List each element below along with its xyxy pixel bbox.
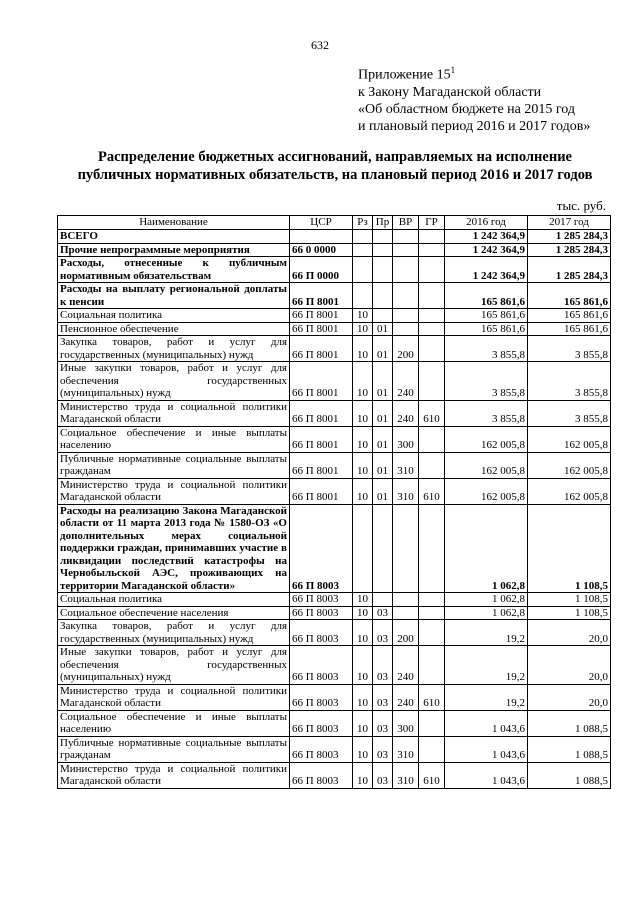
cell-pr bbox=[373, 283, 393, 309]
cell-pr: 01 bbox=[373, 322, 393, 336]
cell-vr bbox=[393, 322, 419, 336]
cell-rz: 10 bbox=[353, 426, 373, 452]
cell-pr: 01 bbox=[373, 478, 393, 504]
cell-2017: 165 861,6 bbox=[528, 309, 611, 323]
cell-2016: 1 043,6 bbox=[445, 762, 528, 788]
cell-vr: 200 bbox=[393, 336, 419, 362]
cell-name: Публичные нормативные социальные выплаты гражданам bbox=[58, 452, 290, 478]
cell-pr bbox=[373, 243, 393, 257]
cell-csr: 66 П 8003 bbox=[290, 606, 353, 620]
cell-vr: 310 bbox=[393, 736, 419, 762]
header-vr: ВР bbox=[393, 216, 419, 230]
cell-2016: 1 062,8 bbox=[445, 593, 528, 607]
cell-2016: 1 242 364,9 bbox=[445, 243, 528, 257]
cell-name: Публичные нормативные социальные выплаты гражданам bbox=[58, 736, 290, 762]
cell-vr: 300 bbox=[393, 426, 419, 452]
cell-2017: 1 088,5 bbox=[528, 762, 611, 788]
cell-2016: 1 062,8 bbox=[445, 606, 528, 620]
appendix-title bbox=[358, 62, 590, 84]
table-row bbox=[58, 620, 611, 646]
cell-2016: 3 855,8 bbox=[445, 400, 528, 426]
cell-name: Расходы, отнесенные к публичным нормативным обязательствам bbox=[58, 257, 290, 283]
cell-gr bbox=[419, 283, 445, 309]
cell-2016: 165 861,6 bbox=[445, 322, 528, 336]
cell-csr: 66 П 8001 bbox=[290, 322, 353, 336]
cell-pr bbox=[373, 593, 393, 607]
budget-table bbox=[57, 215, 611, 789]
cell-2017: 20,0 bbox=[528, 646, 611, 685]
title-line: публичных нормативных обязательств, на плановый период 2016 и 2017 годов bbox=[77, 167, 593, 183]
cell-2017: 162 005,8 bbox=[528, 426, 611, 452]
cell-2017: 1 285 284,3 bbox=[528, 257, 611, 283]
units-label: тыс. руб. bbox=[556, 198, 606, 213]
page-number: 632 bbox=[311, 38, 329, 52]
cell-pr: 01 bbox=[373, 400, 393, 426]
cell-2016: 3 855,8 bbox=[445, 362, 528, 401]
table-row bbox=[58, 309, 611, 323]
table-row bbox=[58, 710, 611, 736]
table-row bbox=[58, 504, 611, 593]
cell-rz: 10 bbox=[353, 606, 373, 620]
cell-pr bbox=[373, 257, 393, 283]
cell-2016: 19,2 bbox=[445, 646, 528, 685]
cell-rz: 10 bbox=[353, 762, 373, 788]
table-body bbox=[58, 230, 611, 789]
header-2016: 2016 год bbox=[445, 216, 528, 230]
table-row bbox=[58, 478, 611, 504]
cell-2017: 3 855,8 bbox=[528, 362, 611, 401]
cell-name: Закупка товаров, работ и услуг для государственных (муниципальных) нужд bbox=[58, 336, 290, 362]
cell-gr bbox=[419, 593, 445, 607]
table-row bbox=[58, 322, 611, 336]
cell-csr: 66 П 8003 bbox=[290, 684, 353, 710]
cell-gr: 610 bbox=[419, 762, 445, 788]
cell-rz bbox=[353, 504, 373, 593]
table-row bbox=[58, 736, 611, 762]
cell-rz bbox=[353, 283, 373, 309]
cell-rz bbox=[353, 243, 373, 257]
appendix-header bbox=[358, 62, 590, 135]
cell-2017: 1 088,5 bbox=[528, 710, 611, 736]
cell-csr: 66 П 8003 bbox=[290, 736, 353, 762]
cell-csr: 66 П 8001 bbox=[290, 400, 353, 426]
cell-csr: 66 П 8001 bbox=[290, 478, 353, 504]
cell-2017: 1 108,5 bbox=[528, 504, 611, 593]
appendix-superscript: 1 bbox=[450, 65, 456, 75]
cell-vr: 310 bbox=[393, 762, 419, 788]
cell-name: Министерство труда и социальной политики Магаданской области bbox=[58, 400, 290, 426]
cell-2017: 1 285 284,3 bbox=[528, 230, 611, 244]
cell-csr: 66 П 8003 bbox=[290, 646, 353, 685]
cell-2017: 3 855,8 bbox=[528, 336, 611, 362]
cell-name: Социальное обеспечение и иные выплаты населению bbox=[58, 426, 290, 452]
appendix-line: и плановый период 2016 и 2017 годов» bbox=[358, 118, 591, 134]
cell-vr: 200 bbox=[393, 620, 419, 646]
table-row bbox=[58, 606, 611, 620]
cell-vr bbox=[393, 593, 419, 607]
table-row bbox=[58, 762, 611, 788]
cell-pr: 03 bbox=[373, 762, 393, 788]
cell-pr bbox=[373, 309, 393, 323]
cell-2017: 165 861,6 bbox=[528, 283, 611, 309]
cell-csr bbox=[290, 230, 353, 244]
cell-csr: 66 П 8003 bbox=[290, 504, 353, 593]
header-gr: ГР bbox=[419, 216, 445, 230]
cell-csr: 66 П 8001 bbox=[290, 452, 353, 478]
cell-gr bbox=[419, 230, 445, 244]
header-pr: Пр bbox=[373, 216, 393, 230]
cell-csr: 66 П 8001 bbox=[290, 309, 353, 323]
cell-2016: 3 855,8 bbox=[445, 336, 528, 362]
cell-csr: 66 П 8001 bbox=[290, 426, 353, 452]
cell-gr bbox=[419, 504, 445, 593]
cell-pr: 03 bbox=[373, 684, 393, 710]
cell-rz: 10 bbox=[353, 736, 373, 762]
cell-vr bbox=[393, 309, 419, 323]
cell-2017: 1 088,5 bbox=[528, 736, 611, 762]
cell-2016: 1 062,8 bbox=[445, 504, 528, 593]
table-row bbox=[58, 684, 611, 710]
cell-pr: 03 bbox=[373, 710, 393, 736]
table-row bbox=[58, 283, 611, 309]
cell-vr bbox=[393, 230, 419, 244]
cell-vr bbox=[393, 504, 419, 593]
cell-2017: 1 108,5 bbox=[528, 593, 611, 607]
cell-2016: 1 242 364,9 bbox=[445, 257, 528, 283]
cell-2017: 20,0 bbox=[528, 620, 611, 646]
cell-gr bbox=[419, 710, 445, 736]
cell-vr: 310 bbox=[393, 452, 419, 478]
cell-vr bbox=[393, 243, 419, 257]
cell-pr: 03 bbox=[373, 646, 393, 685]
cell-gr bbox=[419, 736, 445, 762]
table-row bbox=[58, 426, 611, 452]
cell-rz: 10 bbox=[353, 710, 373, 736]
cell-gr bbox=[419, 257, 445, 283]
cell-rz: 10 bbox=[353, 336, 373, 362]
cell-name: Закупка товаров, работ и услуг для государственных (муниципальных) нужд bbox=[58, 620, 290, 646]
cell-name: Министерство труда и социальной политики Магаданской области bbox=[58, 478, 290, 504]
cell-2016: 1 043,6 bbox=[445, 736, 528, 762]
cell-gr bbox=[419, 452, 445, 478]
cell-2016: 165 861,6 bbox=[445, 283, 528, 309]
header-rz: Рз bbox=[353, 216, 373, 230]
cell-2017: 3 855,8 bbox=[528, 400, 611, 426]
cell-rz bbox=[353, 257, 373, 283]
cell-name: Социальная политика bbox=[58, 593, 290, 607]
cell-gr: 610 bbox=[419, 478, 445, 504]
cell-pr: 03 bbox=[373, 620, 393, 646]
cell-vr bbox=[393, 257, 419, 283]
cell-name: Расходы на реализацию Закона Магаданской области от 11 марта 2013 года № 1580-ОЗ «О дополнительных мерах социальной поддержки граждан, принимавших участие в ликвидации последствий катастрофы на Чернобыльской АЭС, проживающих на территории Магаданской области» bbox=[58, 504, 290, 593]
cell-pr bbox=[373, 504, 393, 593]
cell-rz bbox=[353, 230, 373, 244]
cell-2017: 1 108,5 bbox=[528, 606, 611, 620]
cell-pr bbox=[373, 230, 393, 244]
header-name: Наименование bbox=[58, 216, 290, 230]
table-row bbox=[58, 230, 611, 244]
cell-name: Иные закупки товаров, работ и услуг для обеспечения государственных (муниципальных) нужд bbox=[58, 646, 290, 685]
cell-gr: 610 bbox=[419, 684, 445, 710]
cell-gr bbox=[419, 606, 445, 620]
cell-rz: 10 bbox=[353, 362, 373, 401]
cell-2016: 19,2 bbox=[445, 684, 528, 710]
cell-name: ВСЕГО bbox=[58, 230, 290, 244]
cell-2016: 165 861,6 bbox=[445, 309, 528, 323]
cell-name: Социальное обеспечение и иные выплаты населению bbox=[58, 710, 290, 736]
cell-vr bbox=[393, 606, 419, 620]
cell-2016: 1 242 364,9 bbox=[445, 230, 528, 244]
cell-2017: 162 005,8 bbox=[528, 452, 611, 478]
table-row bbox=[58, 646, 611, 685]
cell-pr: 03 bbox=[373, 736, 393, 762]
cell-csr: 66 П 8003 bbox=[290, 593, 353, 607]
cell-rz: 10 bbox=[353, 646, 373, 685]
cell-csr: 66 П 8003 bbox=[290, 762, 353, 788]
cell-rz: 10 bbox=[353, 684, 373, 710]
cell-rz: 10 bbox=[353, 452, 373, 478]
cell-csr: 66 П 0000 bbox=[290, 257, 353, 283]
cell-csr: 66 П 8001 bbox=[290, 362, 353, 401]
cell-gr bbox=[419, 309, 445, 323]
cell-csr: 66 П 8001 bbox=[290, 336, 353, 362]
cell-name: Министерство труда и социальной политики Магаданской области bbox=[58, 684, 290, 710]
cell-2016: 162 005,8 bbox=[445, 426, 528, 452]
table-header-row bbox=[58, 216, 611, 230]
cell-gr bbox=[419, 336, 445, 362]
cell-vr: 240 bbox=[393, 646, 419, 685]
appendix-line: к Закону Магаданской области bbox=[358, 84, 542, 100]
cell-gr: 610 bbox=[419, 400, 445, 426]
cell-csr: 66 П 8001 bbox=[290, 283, 353, 309]
title-line: Распределение бюджетных ассигнований, направляемых на исполнение bbox=[98, 149, 572, 165]
cell-pr: 01 bbox=[373, 362, 393, 401]
table-row bbox=[58, 257, 611, 283]
cell-2016: 162 005,8 bbox=[445, 452, 528, 478]
cell-pr: 03 bbox=[373, 606, 393, 620]
cell-vr: 240 bbox=[393, 362, 419, 401]
cell-gr bbox=[419, 322, 445, 336]
cell-name: Пенсионное обеспечение bbox=[58, 322, 290, 336]
cell-rz: 10 bbox=[353, 309, 373, 323]
cell-pr: 01 bbox=[373, 336, 393, 362]
cell-name: Социальная политика bbox=[58, 309, 290, 323]
cell-2017: 162 005,8 bbox=[528, 478, 611, 504]
cell-pr: 01 bbox=[373, 452, 393, 478]
cell-name: Министерство труда и социальной политики Магаданской области bbox=[58, 762, 290, 788]
cell-2016: 19,2 bbox=[445, 620, 528, 646]
cell-name: Социальное обеспечение населения bbox=[58, 606, 290, 620]
cell-name: Иные закупки товаров, работ и услуг для обеспечения государственных (муниципальных) нужд bbox=[58, 362, 290, 401]
cell-name: Прочие непрограммные мероприятия bbox=[58, 243, 290, 257]
cell-gr bbox=[419, 620, 445, 646]
cell-rz: 10 bbox=[353, 593, 373, 607]
table-row bbox=[58, 452, 611, 478]
document-title bbox=[40, 148, 630, 184]
table-row bbox=[58, 593, 611, 607]
header-csr: ЦСР bbox=[290, 216, 353, 230]
table-row bbox=[58, 336, 611, 362]
cell-rz: 10 bbox=[353, 400, 373, 426]
cell-name: Расходы на выплату региональной доплаты к пенсии bbox=[58, 283, 290, 309]
cell-gr bbox=[419, 362, 445, 401]
table-row bbox=[58, 362, 611, 401]
cell-csr: 66 П 8003 bbox=[290, 710, 353, 736]
cell-rz: 10 bbox=[353, 620, 373, 646]
cell-rz: 10 bbox=[353, 478, 373, 504]
cell-gr bbox=[419, 646, 445, 685]
cell-vr: 310 bbox=[393, 478, 419, 504]
cell-2017: 1 285 284,3 bbox=[528, 243, 611, 257]
table-row bbox=[58, 400, 611, 426]
cell-rz: 10 bbox=[353, 322, 373, 336]
cell-2017: 165 861,6 bbox=[528, 322, 611, 336]
appendix-label: Приложение 15 bbox=[358, 67, 451, 83]
cell-csr: 66 0 0000 bbox=[290, 243, 353, 257]
cell-2017: 20,0 bbox=[528, 684, 611, 710]
cell-2016: 162 005,8 bbox=[445, 478, 528, 504]
cell-vr bbox=[393, 283, 419, 309]
cell-gr bbox=[419, 243, 445, 257]
cell-pr: 01 bbox=[373, 426, 393, 452]
cell-vr: 300 bbox=[393, 710, 419, 736]
cell-vr: 240 bbox=[393, 684, 419, 710]
cell-gr bbox=[419, 426, 445, 452]
cell-vr: 240 bbox=[393, 400, 419, 426]
table-row bbox=[58, 243, 611, 257]
appendix-line: «Об областном бюджете на 2015 год bbox=[358, 101, 575, 117]
cell-csr: 66 П 8003 bbox=[290, 620, 353, 646]
cell-2016: 1 043,6 bbox=[445, 710, 528, 736]
header-2017: 2017 год bbox=[528, 216, 611, 230]
